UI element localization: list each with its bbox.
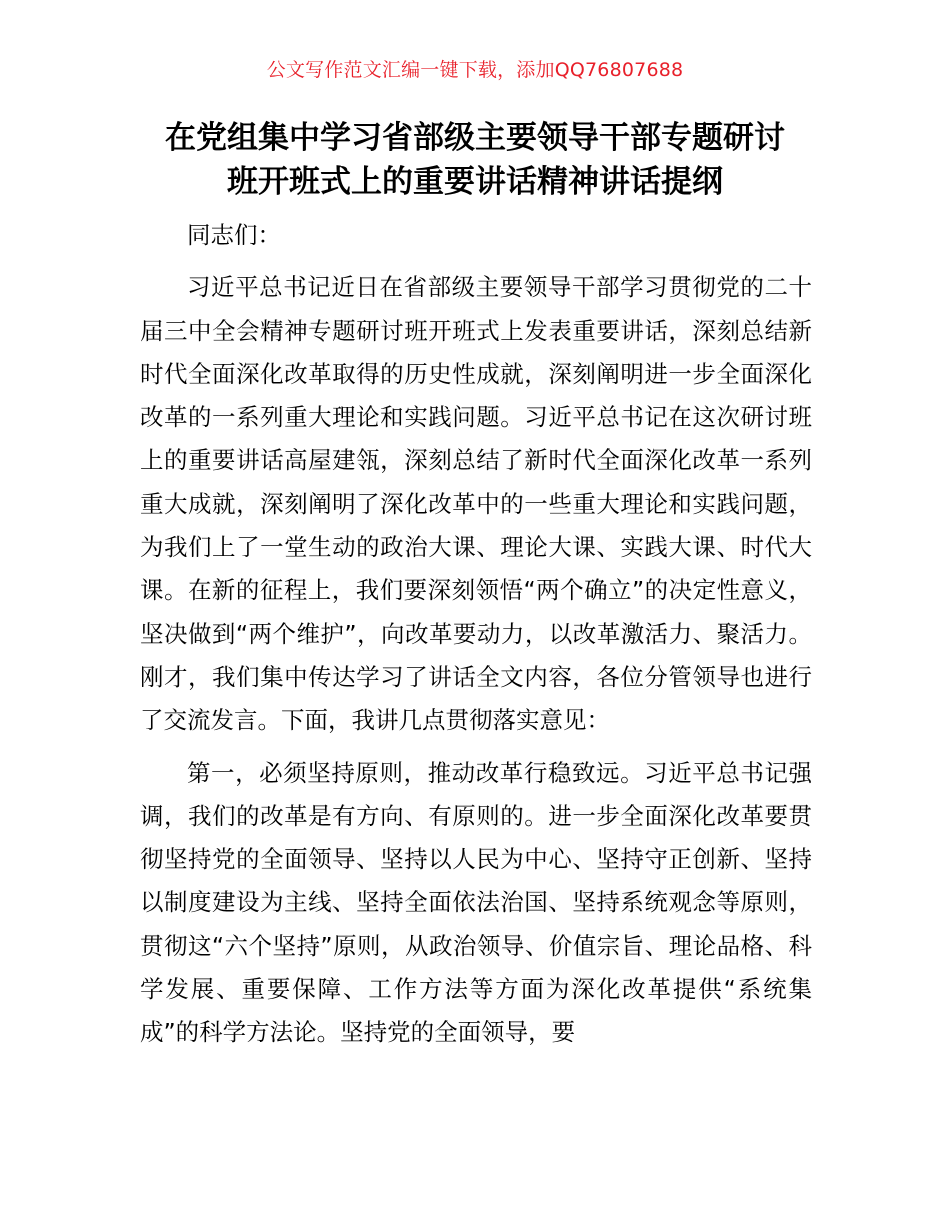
paragraph-intro: 习近平总书记近日在省部级主要领导干部学习贯彻党的二十届三中全会精神专题研讨班开班式上发表重要讲话，深刻总结新时代全面深化改革取得的历史性成就，深刻阐明进一步全面深化改革的一系列重大理论和实践问题。习近平总书记在这次研讨班上的重要讲话高屋建瓴，深刻总结了新时代全面深化改革一系列重大成就，深刻阐明了深化改革中的一些重大理论和实践问题，为我们上了一堂生动的政治大课、理论大课、实践大课、时代大课。在新的征程上，我们要深刻领悟“两个确立”的决定性意义，坚决做到“两个维护”，向改革要动力，以改革激活力、聚活力。刚才，我们集中传达学习了讲话全文内容，各位分管领导也进行了交流发言。下面，我讲几点贯彻落实意见： [140, 273, 812, 735]
paragraph-gap [140, 257, 812, 266]
title-line-1: 在党组集中学习省部级主要领导干部专题研讨 [165, 120, 785, 156]
paragraph-gap [140, 743, 812, 752]
document-title [100, 116, 850, 204]
paragraph-first-point: 第一，必须坚持原则，推动改革行稳致远。习近平总书记强调，我们的改革是有方向、有原则的。进一步全面深化改革要贯彻坚持党的全面领导、坚持以人民为中心、坚持守正创新、坚持以制度建设为主线、坚持全面依法治国、坚持系统观念等原则，贯彻这“六个坚持”原则，从政治领导、价值宗旨、理论品格、科学发展、重要保障、工作方法等方面为深化改革提供“系统集成”的科学方法论。坚持党的全面领导，要 [140, 758, 812, 1047]
salutation: 同志们： [187, 221, 281, 249]
download-banner: 公文写作范文汇编一键下载，添加QQ76807688 [266, 59, 684, 81]
document-body [140, 214, 812, 1055]
title-line-2: 班开班式上的重要讲话精神讲话提纲 [227, 164, 723, 200]
